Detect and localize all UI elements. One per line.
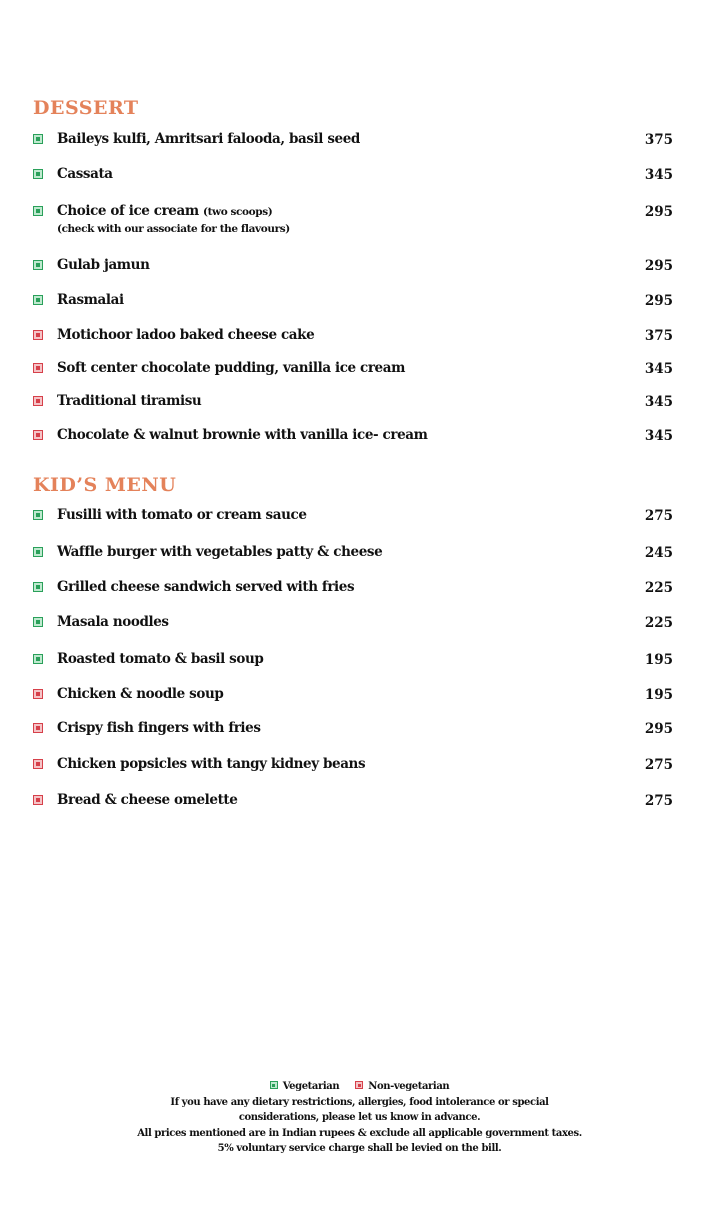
item-price: 225 (644, 615, 673, 631)
item-name (57, 427, 428, 443)
veg-icon (33, 582, 43, 592)
item-name-text: Soft center chocolate pudding, vanilla ice cream (57, 360, 405, 376)
item-name-text: Choice of ice cream (57, 203, 199, 219)
legend-veg-label: Vegetarian (282, 1081, 340, 1092)
nonveg-icon (33, 363, 43, 373)
item-price: 195 (644, 652, 673, 668)
nonveg-icon (33, 689, 43, 699)
item-name-text: Masala noodles (57, 614, 169, 630)
item-name (57, 614, 169, 630)
legend-veg (270, 1079, 339, 1095)
veg-icon (33, 206, 43, 216)
veg-icon (270, 1081, 278, 1089)
veg-icon (33, 169, 43, 179)
item-price: 195 (644, 687, 673, 703)
veg-icon (33, 260, 43, 270)
menu-item (33, 360, 673, 380)
item-price: 295 (644, 204, 673, 220)
legend-nonveg (355, 1079, 449, 1095)
menu-item (33, 579, 673, 599)
item-price: 345 (644, 428, 673, 444)
item-price: 345 (644, 167, 673, 183)
menu-item (33, 393, 673, 413)
item-name-text: Chocolate & walnut brownie with vanilla ice- cream (57, 427, 428, 443)
item-name (57, 579, 354, 595)
menu-item (33, 166, 673, 186)
veg-icon (33, 510, 43, 520)
menu-item (33, 507, 673, 527)
menu-item (33, 544, 673, 564)
nonveg-icon (33, 759, 43, 769)
item-name (57, 203, 272, 219)
item-name (57, 651, 263, 667)
menu-item (33, 614, 673, 634)
veg-icon (33, 547, 43, 557)
menu-item (33, 792, 673, 812)
item-price: 245 (644, 545, 673, 561)
menu-item (33, 131, 673, 151)
menu-item (33, 651, 673, 671)
item-price: 375 (644, 328, 673, 344)
legend (0, 1079, 719, 1095)
veg-icon (33, 617, 43, 627)
veg-icon (33, 134, 43, 144)
footer-line: If you have any dietary restrictions, allergies, food intolerance or special (170, 1096, 549, 1108)
menu-item (33, 686, 673, 706)
section-heading: KID’S MENU (33, 474, 177, 496)
item-name (57, 327, 314, 343)
menu-item (33, 327, 673, 347)
menu-item (33, 720, 673, 740)
item-name (57, 257, 150, 273)
item-name-text: Baileys kulfi, Amritsari falooda, basil seed (57, 131, 360, 147)
item-name (57, 686, 223, 702)
item-name-text: Chicken popsicles with tangy kidney beans (57, 756, 366, 772)
nonveg-icon (33, 430, 43, 440)
item-name-text: Roasted tomato & basil soup (57, 651, 264, 667)
item-name-text: Waffle burger with vegetables patty & cheese (57, 544, 383, 560)
item-price: 275 (644, 757, 673, 773)
footer-line: All prices mentioned are in Indian rupees & exclude all applicable government taxes. (137, 1127, 582, 1139)
item-name (57, 544, 382, 560)
section-heading: DESSERT (33, 97, 139, 119)
item-name (57, 792, 237, 808)
item-name-text: Fusilli with tomato or cream sauce (57, 507, 307, 523)
nonveg-icon (33, 795, 43, 805)
nonveg-icon (33, 723, 43, 733)
item-price: 275 (644, 793, 673, 809)
item-name (57, 756, 365, 772)
nonveg-icon (33, 396, 43, 406)
item-price: 225 (644, 580, 673, 596)
item-name (57, 131, 360, 147)
item-price: 275 (644, 508, 673, 524)
item-name (57, 720, 261, 736)
menu-item (33, 427, 673, 447)
item-name-text: Rasmalai (57, 292, 124, 308)
item-name-text: Grilled cheese sandwich served with fries (57, 579, 355, 595)
item-name (57, 166, 113, 182)
item-name (57, 393, 201, 409)
item-name (57, 360, 405, 376)
item-price: 345 (644, 361, 673, 377)
menu-item (33, 292, 673, 312)
menu-item (33, 257, 673, 277)
footer (0, 1079, 719, 1157)
item-name (57, 507, 307, 523)
legend-nonveg-label: Non-vegetarian (368, 1081, 450, 1092)
item-note: (two scoops) (203, 206, 273, 218)
item-name-text: Gulab jamun (57, 257, 150, 273)
footer-line: considerations, please let us know in advance. (238, 1112, 481, 1123)
item-price: 375 (644, 132, 673, 148)
item-name (57, 292, 124, 308)
item-subnote: (check with our associate for the flavours) (57, 223, 290, 235)
item-name-text: Motichoor ladoo baked cheese cake (57, 327, 315, 343)
veg-icon (33, 654, 43, 664)
item-name-text: Chicken & noodle soup (57, 686, 224, 702)
item-name-text: Cassata (57, 166, 113, 182)
item-price: 295 (644, 293, 673, 309)
item-name-text: Crispy fish fingers with fries (57, 720, 261, 736)
menu-item (33, 203, 673, 235)
item-name-text: Traditional tiramisu (57, 393, 202, 409)
item-price: 295 (644, 721, 673, 737)
nonveg-icon (355, 1081, 363, 1089)
item-name-text: Bread & cheese omelette (57, 792, 238, 808)
nonveg-icon (33, 330, 43, 340)
veg-icon (33, 295, 43, 305)
item-price: 295 (644, 258, 673, 274)
footer-line: 5% voluntary service charge shall be levied on the bill. (217, 1143, 502, 1154)
menu-item (33, 756, 673, 776)
item-price: 345 (644, 394, 673, 410)
